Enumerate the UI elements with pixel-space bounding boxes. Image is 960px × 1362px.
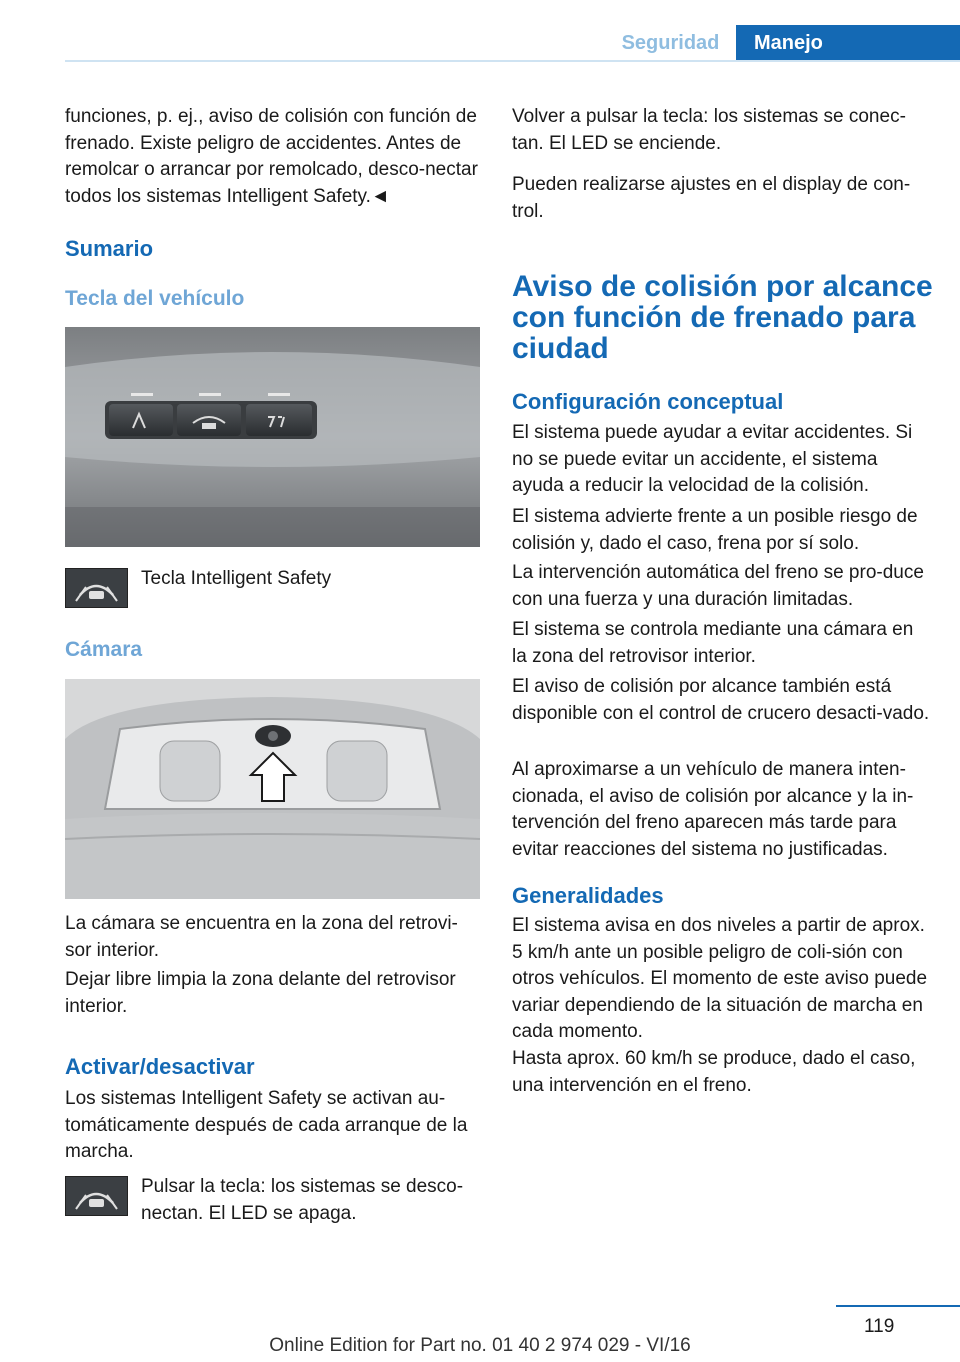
intelligent-safety-icon [65,568,128,608]
right-paragraph-1: Volver a pulsar la tecla: los sistemas se conec‐tan. El LED se enciende. [512,106,906,154]
section-title: Aviso de colisión por alcance con función de frenado para ciudad [512,270,933,365]
heading-camara: Cámara [65,638,143,661]
config-paragraph-4: El sistema se controla mediante una cámara en la zona del retrovisor interior. [512,619,914,667]
general-paragraph-2: Hasta aprox. 60 km/h se produce, dado el caso, una intervención en el freno. [512,1048,916,1096]
heading-tecla-vehiculo: Tecla del vehículo [65,287,245,310]
page-number: 119 [864,1316,895,1337]
heading-generalidades: Generalidades [512,883,664,908]
intro-paragraph: funciones, p. ej., aviso de colisión con función de frenado. Existe peligro de accidentes. Antes de remolcar o arrancar por remolcado, desco‐nectar todos los sistemas Intelligent Safety.◄ [65,106,478,207]
camara-paragraph-2: Dejar libre limpia la zona delante del retrovisor interior. [65,969,456,1017]
header-divider [65,60,960,62]
activar-paragraph-2: Pulsar la tecla: los sistemas se desco‐nectan. El LED se apaga. [141,1176,464,1224]
tab-manejo[interactable]: Manejo [736,25,960,62]
heading-sumario: Sumario [65,236,154,261]
edition-footer: Online Edition for Part no. 01 40 2 974 029 - VI/16 [269,1335,691,1356]
intelligent-safety-icon [65,1176,128,1216]
caption-tecla-intelligent-safety: Tecla Intelligent Safety [141,568,332,589]
activar-paragraph-1: Los sistemas Intelligent Safety se activan au‐tomáticamente después de cada arranque de la marcha. [65,1088,468,1162]
camera-windshield-photo [65,679,480,899]
camara-paragraph-1: La cámara se encuentra en la zona del retrovi‐sor interior. [65,913,458,961]
config-paragraph-2: El sistema advierte frente a un posible riesgo de colisión y, dado el caso, frena por sí solo. [512,506,918,554]
config-paragraph-3: La intervención automática del freno se pro‐duce con una fuerza y una duración limitadas. [512,562,924,610]
footer-divider [836,1305,960,1307]
general-paragraph-1: El sistema avisa en dos niveles a partir de aprox. 5 km/h ante un posible peligro de coli‐sión con otros vehículos. El momento de este aviso puede variar dependiendo de la situación de marcha en cada momento. [512,915,928,1042]
button-panel-photo [65,327,480,547]
config-paragraph-6: Al aproximarse a un vehículo de manera inten‐cionada, el aviso de colisión por alcance y la in‐tervención del freno aparecen más tarde para evitar reacciones del sistema no justificadas. [512,759,914,860]
config-paragraph-5: El aviso de colisión por alcance también está disponible con el control de crucero desacti‐vado. [512,676,930,724]
heading-configuracion-conceptual: Configuración conceptual [512,389,784,414]
tab-seguridad[interactable]: Seguridad [621,32,720,54]
right-paragraph-2: Pueden realizarse ajustes en el display de con‐trol. [512,174,911,222]
heading-activar-desactivar: Activar/desactivar [65,1054,255,1079]
config-paragraph-1: El sistema puede ayudar a evitar accidentes. Si no se puede evitar un accidente, el sistema ayuda a reducir la velocidad de la colisión. [512,422,913,496]
